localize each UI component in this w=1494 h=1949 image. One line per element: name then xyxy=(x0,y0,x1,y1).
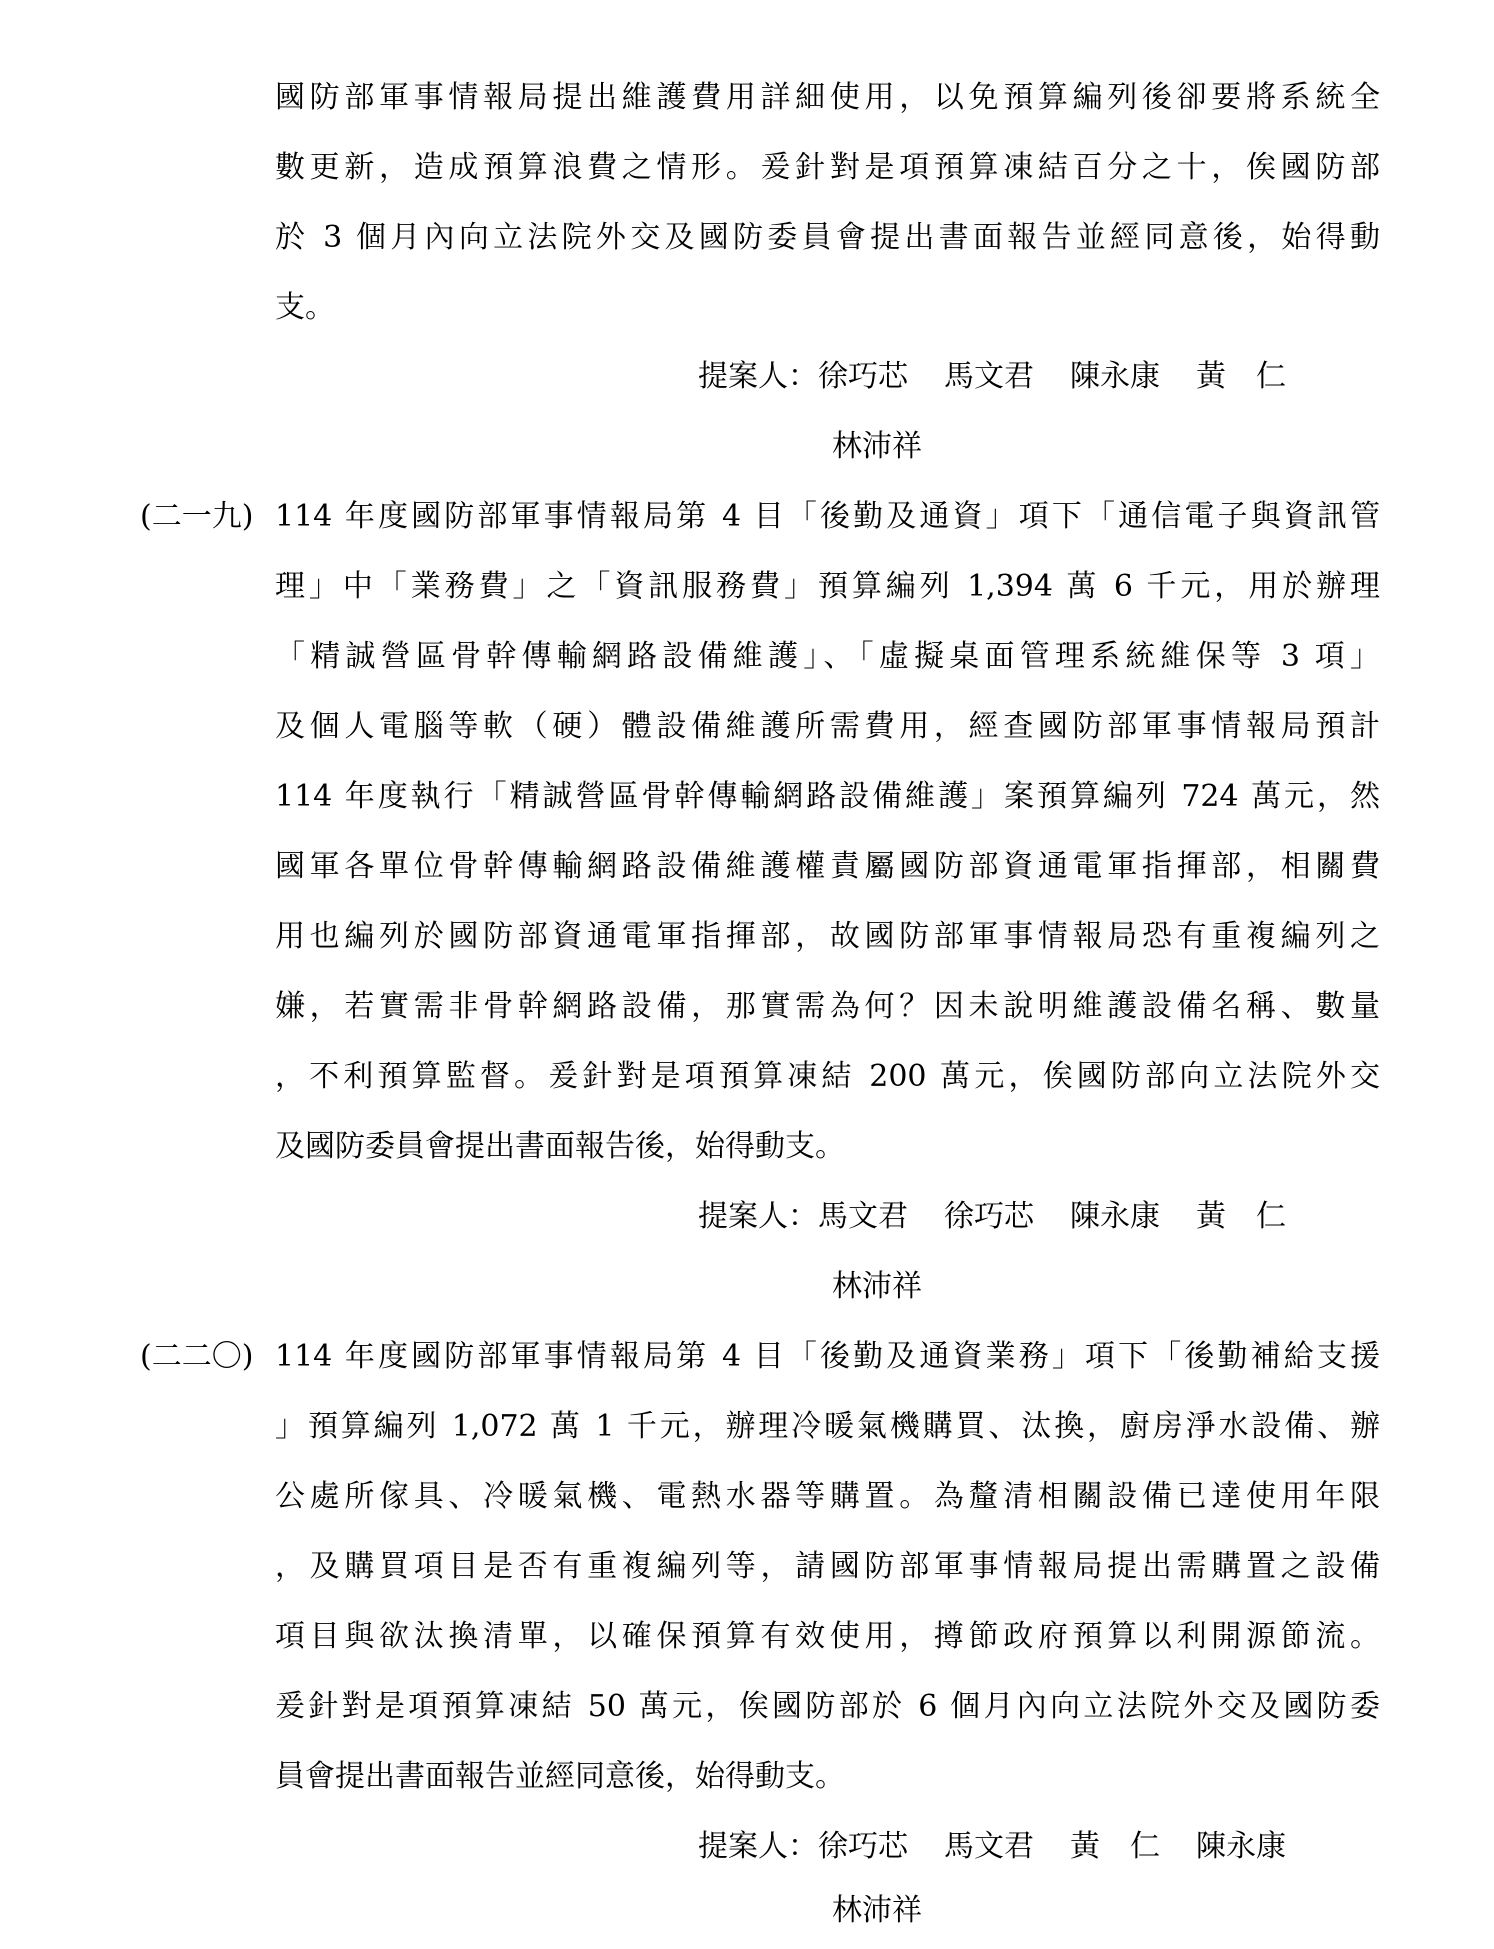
paragraph-line: 於 3 個月內向立法院外交及國防委員會提出書面報告並經同意後，始得動 xyxy=(275,220,1380,255)
paragraph-line: 及國防委員會提出書面報告後，始得動支。 xyxy=(275,1129,845,1164)
paragraph-line: ，及購買項目是否有重複編列等，請國防部軍事情報局提出需購置之設備 xyxy=(275,1549,1380,1584)
paragraph-line: 114 年度國防部軍事情報局第 4 目「後勤及通資」項下「通信電子與資訊管 xyxy=(275,499,1380,534)
proposer-extra-name: 林沛祥 xyxy=(832,1269,922,1304)
proposer-name: 徐巧芯 xyxy=(818,359,908,394)
proposer-label: 提案人： xyxy=(698,359,818,394)
paragraph-line: 114 年度執行「精誠營區骨幹傳輸網路設備維護」案預算編列 724 萬元，然 xyxy=(275,779,1380,814)
proposer-line xyxy=(698,1827,1322,1867)
paragraph-line: 用也編列於國防部資通電軍指揮部，故國防部軍事情報局恐有重複編列之 xyxy=(275,919,1380,954)
proposer-extra-name: 林沛祥 xyxy=(832,429,922,464)
paragraph-line: 支。 xyxy=(275,290,335,325)
proposer-name: 徐巧芯 xyxy=(944,1199,1034,1234)
paragraph-line: 及個人電腦等軟（硬）體設備維護所需費用，經查國防部軍事情報局預計 xyxy=(275,709,1380,744)
proposer-name: 黃 仁 xyxy=(1196,1199,1286,1234)
proposer-name: 黃 仁 xyxy=(1196,359,1286,394)
item-number: (二一九) xyxy=(140,499,254,534)
proposer-name: 馬文君 xyxy=(818,1199,908,1234)
paragraph-line: ，不利預算監督。爰針對是項預算凍結 200 萬元，俟國防部向立法院外交 xyxy=(275,1059,1380,1094)
proposer-line xyxy=(698,357,1322,397)
proposer-line xyxy=(698,1197,1322,1237)
paragraph-line: 爰針對是項預算凍結 50 萬元，俟國防部於 6 個月內向立法院外交及國防委 xyxy=(275,1689,1380,1724)
paragraph-line: 嫌，若實需非骨幹網路設備，那實需為何？因未說明維護設備名稱、數量 xyxy=(275,989,1380,1024)
proposer-extra-name: 林沛祥 xyxy=(832,1893,922,1928)
paragraph-line: 國防部軍事情報局提出維護費用詳細使用，以免預算編列後卻要將系統全 xyxy=(275,80,1380,115)
paragraph-line: 理」中「業務費」之「資訊服務費」預算編列 1,394 萬 6 千元，用於辦理 xyxy=(275,569,1380,604)
paragraph-line: 項目與欲汰換清單，以確保預算有效使用，撙節政府預算以利開源節流。 xyxy=(275,1619,1380,1654)
proposer-label: 提案人： xyxy=(698,1829,818,1864)
proposer-name: 陳永康 xyxy=(1196,1829,1286,1864)
paragraph-line: 國軍各單位骨幹傳輸網路設備維護權責屬國防部資通電軍指揮部，相關費 xyxy=(275,849,1380,884)
proposer-name: 徐巧芯 xyxy=(818,1829,908,1864)
proposer-name: 陳永康 xyxy=(1070,359,1160,394)
paragraph-line: 」預算編列 1,072 萬 1 千元，辦理冷暖氣機購買、汰換，廚房淨水設備、辦 xyxy=(275,1409,1380,1444)
paragraph-line: 數更新，造成預算浪費之情形。爰針對是項預算凍結百分之十，俟國防部 xyxy=(275,150,1380,185)
proposer-name: 黃 仁 xyxy=(1070,1829,1160,1864)
paragraph-line: 公處所傢具、冷暖氣機、電熱水器等購置。為釐清相關設備已達使用年限 xyxy=(275,1479,1380,1514)
paragraph-line: 「精誠營區骨幹傳輸網路設備維護」、「虛擬桌面管理系統維保等 3 項」 xyxy=(275,639,1380,674)
paragraph-line: 114 年度國防部軍事情報局第 4 目「後勤及通資業務」項下「後勤補給支援 xyxy=(275,1339,1380,1374)
proposer-name: 馬文君 xyxy=(944,1829,1034,1864)
item-number: (二二〇) xyxy=(140,1339,254,1374)
proposer-name: 馬文君 xyxy=(944,359,1034,394)
proposer-name: 陳永康 xyxy=(1070,1199,1160,1234)
proposer-label: 提案人： xyxy=(698,1199,818,1234)
paragraph-line: 員會提出書面報告並經同意後，始得動支。 xyxy=(275,1759,845,1794)
